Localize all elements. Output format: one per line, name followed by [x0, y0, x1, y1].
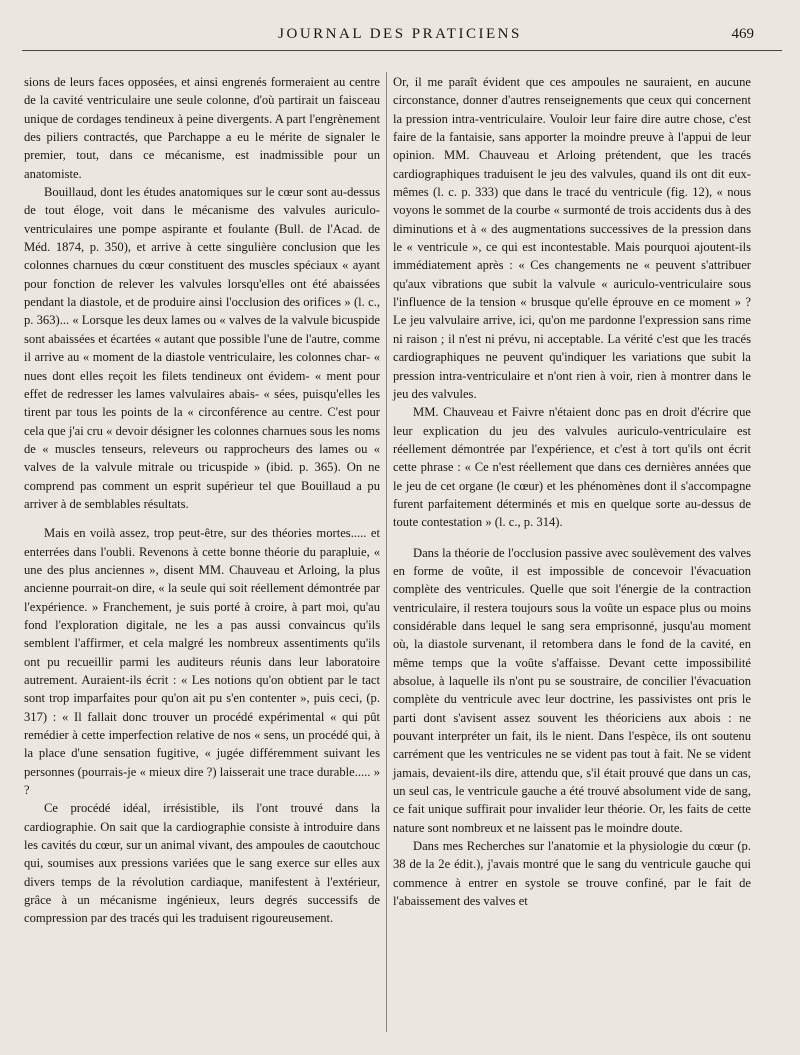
paragraph: Dans mes Recherches sur l'anatomie et la physiologie du cœur (p. 38 de la 2e édit.), j'avais montré que le sang du ventricule gauche qui commence à entrer en systole se trouve confiné, par le fait de l'abaissement des valves et [393, 839, 751, 909]
paragraph: MM. Chauveau et Faivre n'étaient donc pas en droit d'écrire que leur explication du jeu des valvules auriculo-ventriculaire est réellement démontrée par l'expérience, et c'est à tort qu'ils ont écrit cette phrase : « Ce n'est réellement que dans ces dernières années que le jeu de cet organe (le cœur) et les phénomènes dont il s'accompagne furent parfaitement déterminés et mis en quelque sorte au-dessus de toute contestation » (l. c., p. 314). [393, 405, 751, 530]
journal-title: JOURNAL DES PRATICIENS [278, 26, 522, 42]
page-header [0, 26, 800, 48]
header-rule [22, 50, 782, 51]
right-column [393, 73, 751, 910]
column-divider [386, 72, 387, 1032]
left-column [24, 73, 380, 928]
paragraph: sions de leurs faces opposées, et ainsi engrenés formeraient au centre de la cavité ventriculaire une seule colonne, d'où partirait un faisceau unique de cordages tendineux à peine divergents. A part l'engrènement des piliers contractés, que Parchappe a eu le mérite de signaler le premier, tout, dans ce mécanisme, est inadmissible pour un anatomiste. [24, 75, 380, 181]
paragraph: Mais en voilà assez, trop peut-être, sur des théories mortes..... et enterrées dans l'oubli. Revenons à cette bonne théorie du parapluie, « une des plus anciennes », disent MM. Chauveau et Arloing, la plus ancienne pourrait-on dire, « la seule qui soit réellement démontrée par l'expérience. » Franchement, je suis porté à croire, à part moi, qu'au fond l'exploration digitale, ne les a pas aussi convaincus qu'ils semblent l'affirmer, et cela malgré les nombreux assentiments qu'ils ont pu recueillir parmi les auditeurs réunis dans leur laboratoire autrement. Auraient-ils écrit : « Les notions qu'on obtient par le tact sont trop imparfaites pour qu'on ait pu s'en contenter », puis ceci, (p. 317) : « Il fallait donc trouver un procédé expérimental « qui pût remédier à cette imperfection relative de nos « sens, un procédé qui, à la place d'une sensation fugitive, « jugée différemment suivant les personnes (pourrais-je « mieux dire ?) laisserait une trace durable..... » ? [24, 526, 380, 798]
paragraph: Ce procédé idéal, irrésistible, ils l'ont trouvé dans la cardiographie. On sait que la cardiographie consiste à introduire dans les cavités du cœur, sur un animal vivant, des ampoules de caoutchouc qui, soumises aux pressions variées que le sang exerce sur elles aux divers temps de la révolution cardiaque, manifestent à l'extérieur, grâce à un mécanisme ingénieux, leurs degrés successifs de compression par des tracés qui les traduisent rigoureusement. [24, 801, 380, 926]
page-number: 469 [731, 26, 754, 42]
paragraph: Bouillaud, dont les études anatomiques sur le cœur sont au-dessus de tout éloge, voit dans le mécanisme des valvules auriculo-ventriculaires une pompe aspirante et foulante (Bull. de l'Acad. de Méd. 1874, p. 350), et arrive à cette singulière conclusion que les colonnes charnues du cœur constituent des muscles spéciaux « ayant pour fonction de relever les valvules lorsqu'elles ont été abaissées pendant la diastole, et de produire ainsi l'occlusion des orifices » (l. c., p. 363)... « Lorsque les deux lames ou « valves de la valvule bicuspide sont abaissées et écartées « autant que possible l'une de l'autre, comme il arrive au « moment de la diastole ventriculaire, les colonnes char- « nues dont elles reçoit les filets tendineux ont évidem- « ment pour effet de redresser les lames valvulaires abais- « sées, puisqu'elles les tirent par tous les points de la « circonférence au centre. C'est pour cela que j'ai cru « devoir désigner les colonnes charnues sous les noms de « muscles tenseurs, releveurs ou rapprocheurs des lames ou « valves de la valvule mitrale ou tricuspide » (ibid. p. 365). On ne comprend pas comment un esprit supérieur tel que Bouillaud a pu arriver à de semblables résultats. [24, 185, 380, 511]
paragraph: Or, il me paraît évident que ces ampoules ne sauraient, en aucune circonstance, donner d'autres renseignements que ceux qui concernent la pression intra-ventriculaire. Vouloir leur faire dire autre chose, c'est faire de la fantaisie, sans apporter la moindre preuve à l'appui de leur opinion. MM. Chauveau et Arloing prétendent, que les tracés cardiographiques traduisent le jeu des valvules, quand ils ont dit eux-mêmes (l. c. p. 333) que dans le tracé du ventricule (fig. 12), « nous voyons le sommet de la courbe « surmonté de trois accidents dus à des diminutions et à « des augmentations successives de la pression dans le « ventricule », ce qui est incontestable. Mais pourquoi ajoutent-ils immédiatement après : « Ces changements ne « peuvent s'attribuer qu'aux vibrations que subit la valvule « auriculo-ventriculaire sous l'influence de la tension « brusque qu'elle éprouve en ce moment » ? Le jeu valvulaire arrive, ici, qu'on me pardonne l'expression sans rime ni raison ; il n'est ni prévu, ni acceptable. La vérité c'est que les tracés cardiographiques ne peuvent qu'indiquer les variations que subit la pression intra-ventriculaire et n'ont rien à voir, rien à montrer dans le jeu des valvules. [393, 75, 751, 401]
paragraph: Dans la théorie de l'occlusion passive avec soulèvement des valves en forme de voûte, il est impossible de concevoir l'évacuation complète des ventricules. Quelle que soit l'énergie de la contraction ventriculaire, il restera toujours sous la voûte un espace plus ou moins considérable dans lequel le sang sera emprisonné, jusqu'au moment où, la diastole survenant, il retombera dans le fond de la cavité, en même temps que la voûte s'affaisse. Devant cette impossibilité absolue, à laquelle ils n'ont pu se soustraire, de concilier l'évacuation complète du ventricule avec leur doctrine, les passivistes ont pris le parti dont s'avisent assez souvent les théoriciens aux abois : ne pouvant interpréter un fait, ils le nient. Dans l'espèce, ils ont soutenu carrément que les ventricules ne se vident pas tout à fait. Ne se vident jamais, devaient-ils dire, attendu que, s'il était prouvé que dans un cas, un seul cas, le ventricule gauche a été trouvé absolument vide de sang, ce fait unique suffirait pour invalider leur théorie. Or, les faits de cette nature sont nombreux et ne laissent pas le moindre doute. [393, 545, 751, 835]
